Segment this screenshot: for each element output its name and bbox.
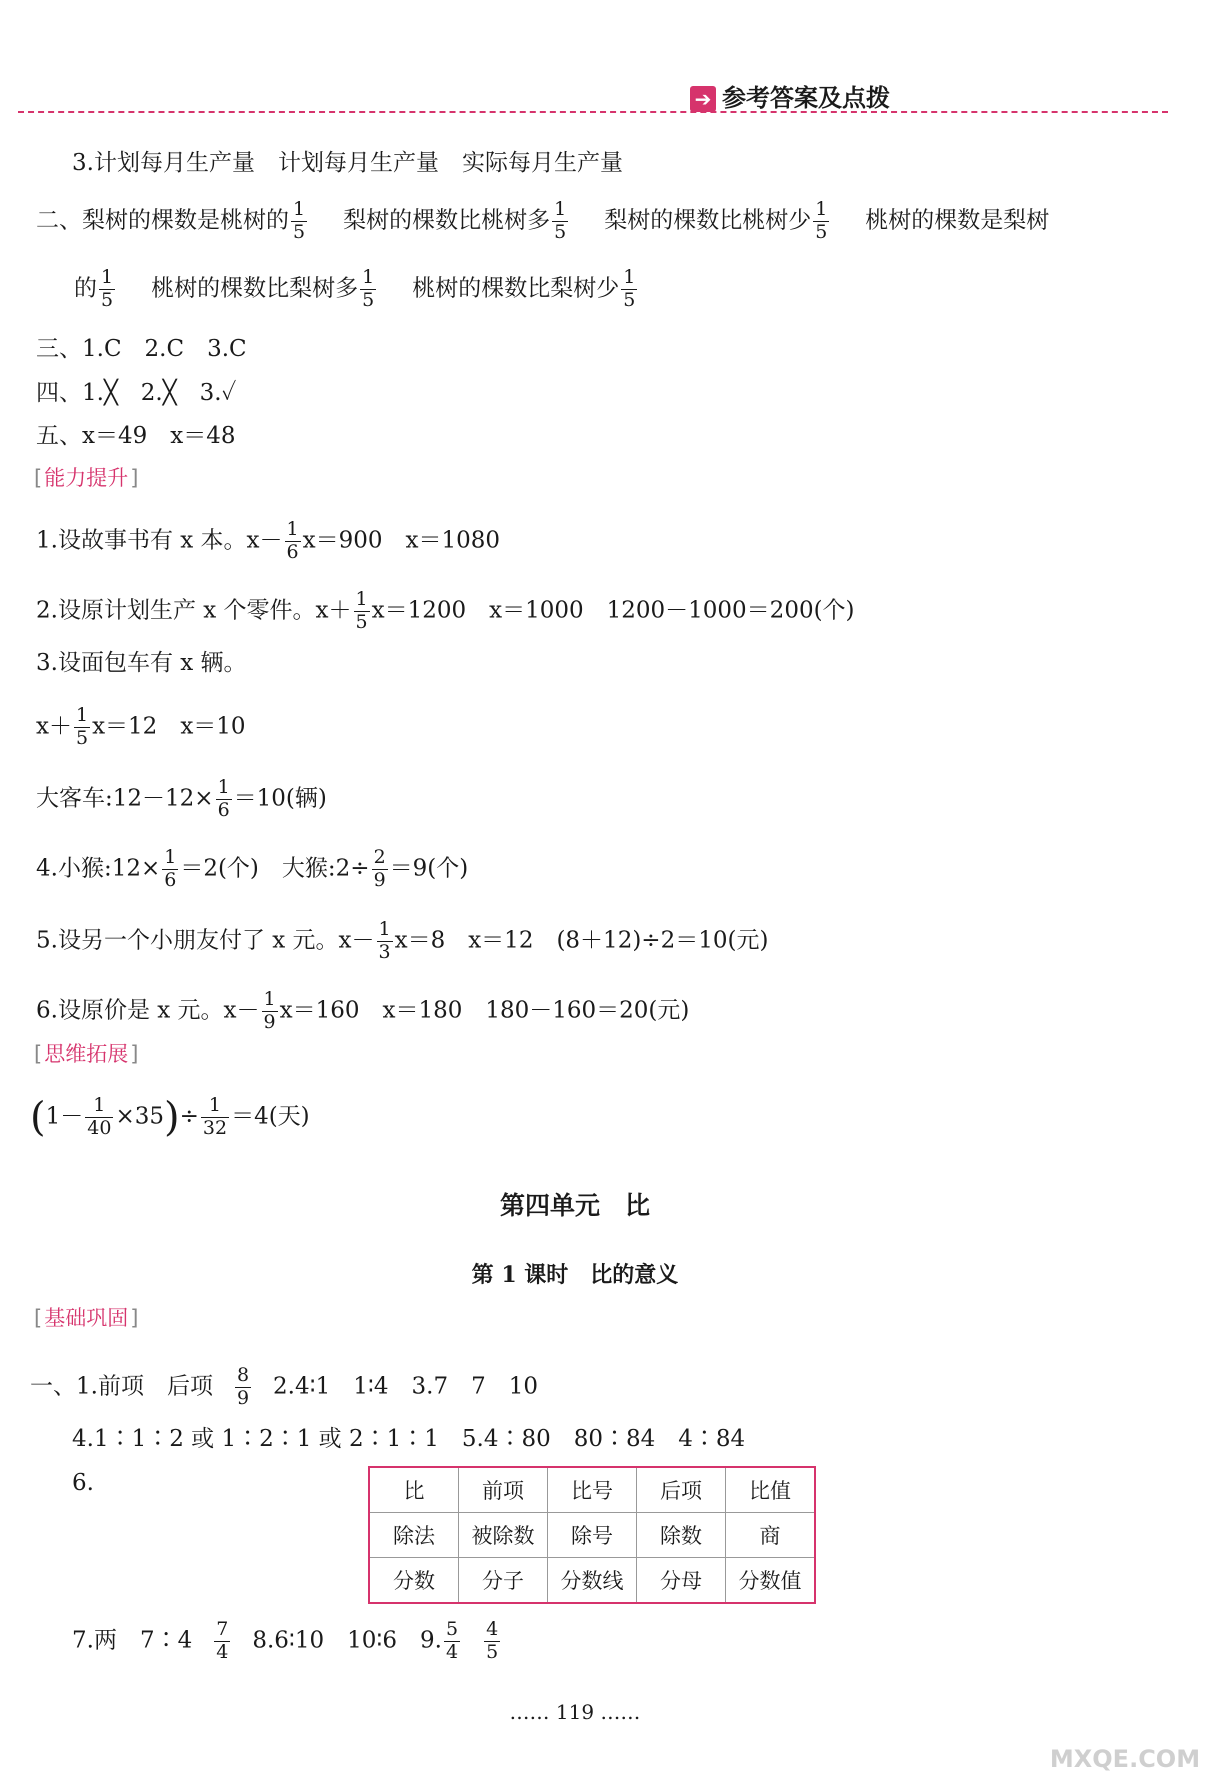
- table-row: 除法 被除数 除号 除数 商: [369, 1513, 815, 1558]
- problem-3: 3.设面包车有 x 辆。: [36, 650, 247, 676]
- line-er: [36, 200, 1049, 243]
- fraction: $\frac{1}{5}$: [355, 588, 368, 633]
- problem-5: 5.设另一个小朋友付了 x 元。x－ $\frac{1}{3}$ x＝8 x＝12 (8＋12)÷2＝10(元): [36, 918, 769, 963]
- text: 二、梨树的棵数是桃树的: [36, 207, 289, 234]
- fraction: $\frac{1}{6}$: [164, 846, 177, 891]
- fraction: $\frac{7}{4}$: [216, 1618, 229, 1663]
- extension-answer: (1－ $\frac{1}{40}$ ×35)÷ $\frac{1}{32}$ ＝4(天): [30, 1094, 310, 1141]
- ratio-table: [368, 1466, 816, 1604]
- header-title: [690, 78, 890, 113]
- text: 桃树的棵数是梨树: [865, 207, 1050, 234]
- arrow-icon: ➔: [690, 86, 716, 112]
- line-3: 3.计划每月生产量 计划每月生产量 实际每月生产量: [72, 150, 623, 176]
- fraction: $\frac{1}{5}$: [101, 266, 114, 311]
- problem-3-eq: x＋ $\frac{1}{5}$ x＝12 x＝10: [36, 704, 246, 749]
- table-row: 比 前项 比号 后项 比值: [369, 1467, 815, 1513]
- fraction: $\frac{4}{5}$: [486, 1618, 499, 1663]
- section-tag-basic: [ 基础巩固 ]: [34, 1308, 138, 1329]
- fraction: $\frac{1}{5}$: [623, 266, 636, 311]
- problem-6: 6.设原价是 x 元。x－ $\frac{1}{9}$ x＝160 x＝180 180－160＝20(元): [36, 988, 690, 1033]
- problem-1: 1.设故事书有 x 本。x－ $\frac{1}{6}$ x＝900 x＝1080: [36, 518, 500, 563]
- problem-3-bus: 大客车:12－12× $\frac{1}{6}$ ＝10(辆): [36, 776, 327, 821]
- line-san: 三、1.C 2.C 3.C: [36, 336, 247, 362]
- table-row: 分数 分子 分数线 分母 分数值: [369, 1558, 815, 1604]
- fraction: $\frac{1}{9}$: [263, 988, 276, 1033]
- header-text: 参考答案及点拨: [722, 84, 890, 112]
- fraction: $\frac{1}{5}$: [362, 266, 375, 311]
- q-1: 一、1.前项 后项 $\frac{8}{9}$ 2.4∶1 1∶4 3.7 7 10: [30, 1364, 538, 1409]
- text: 的: [74, 275, 97, 302]
- svg-text:MXQE.COM: MXQE.COM: [1049, 1745, 1201, 1773]
- fraction: $\frac{8}{9}$: [236, 1364, 250, 1409]
- line-er-cont: [74, 268, 639, 311]
- fraction: $\frac{1}{5}$: [75, 704, 89, 749]
- line-si: 四、1.╳ 2.╳ 3.✓: [36, 380, 237, 406]
- line-wu: 五、x＝49 x＝48: [36, 423, 236, 449]
- watermark-logo: [1040, 1712, 1210, 1782]
- text: 桃树的棵数比梨树少: [412, 275, 620, 302]
- section-tag-thinking: [ 思维拓展 ]: [34, 1044, 138, 1065]
- header-divider: [18, 111, 1168, 113]
- problem-4: 4.小猴:12× $\frac{1}{6}$ ＝2(个) 大猴:2÷ $\frac{2}{9}$ ＝9(个): [36, 846, 469, 891]
- text: 梨树的棵数比桃树少: [604, 207, 812, 234]
- fraction: $\frac{2}{9}$: [373, 846, 386, 891]
- unit-title: 第四单元 比: [499, 1191, 650, 1220]
- q-6: 6.: [72, 1470, 94, 1496]
- page-number: …… 119 ……: [509, 1700, 641, 1724]
- section-tag-ability: [ 能力提升 ]: [34, 468, 138, 489]
- fraction: $\frac{1}{5}$: [815, 198, 828, 243]
- fraction: $\frac{1}{32}$: [202, 1094, 228, 1139]
- text: 桃树的棵数比梨树多: [151, 275, 359, 302]
- fraction: $\frac{5}{4}$: [445, 1618, 459, 1663]
- q-7: 7.两 7∶4 $\frac{7}{4}$ 8.6∶10 10∶6 9. $\frac{5}{4}$ $\frac{4}{5}$: [72, 1618, 499, 1663]
- fraction: $\frac{1}{6}$: [286, 518, 299, 563]
- text: 梨树的棵数比桃树多: [343, 207, 551, 234]
- fraction: $\frac{1}{5}$: [293, 198, 306, 243]
- lesson-title: 第 1 课时 比的意义: [471, 1262, 679, 1288]
- q-4: 4.1∶1∶2 或 1∶2∶1 或 2∶1∶1 5.4∶80 80∶84 4∶84: [72, 1426, 746, 1452]
- problem-2: 2.设原计划生产 x 个零件。x＋ $\frac{1}{5}$ x＝1200 x＝1000 1200－1000＝200(个): [36, 588, 855, 633]
- fraction: $\frac{1}{40}$: [87, 1094, 112, 1139]
- fraction: $\frac{1}{5}$: [554, 198, 567, 243]
- fraction: $\frac{1}{6}$: [217, 776, 230, 821]
- fraction: $\frac{1}{3}$: [378, 918, 391, 963]
